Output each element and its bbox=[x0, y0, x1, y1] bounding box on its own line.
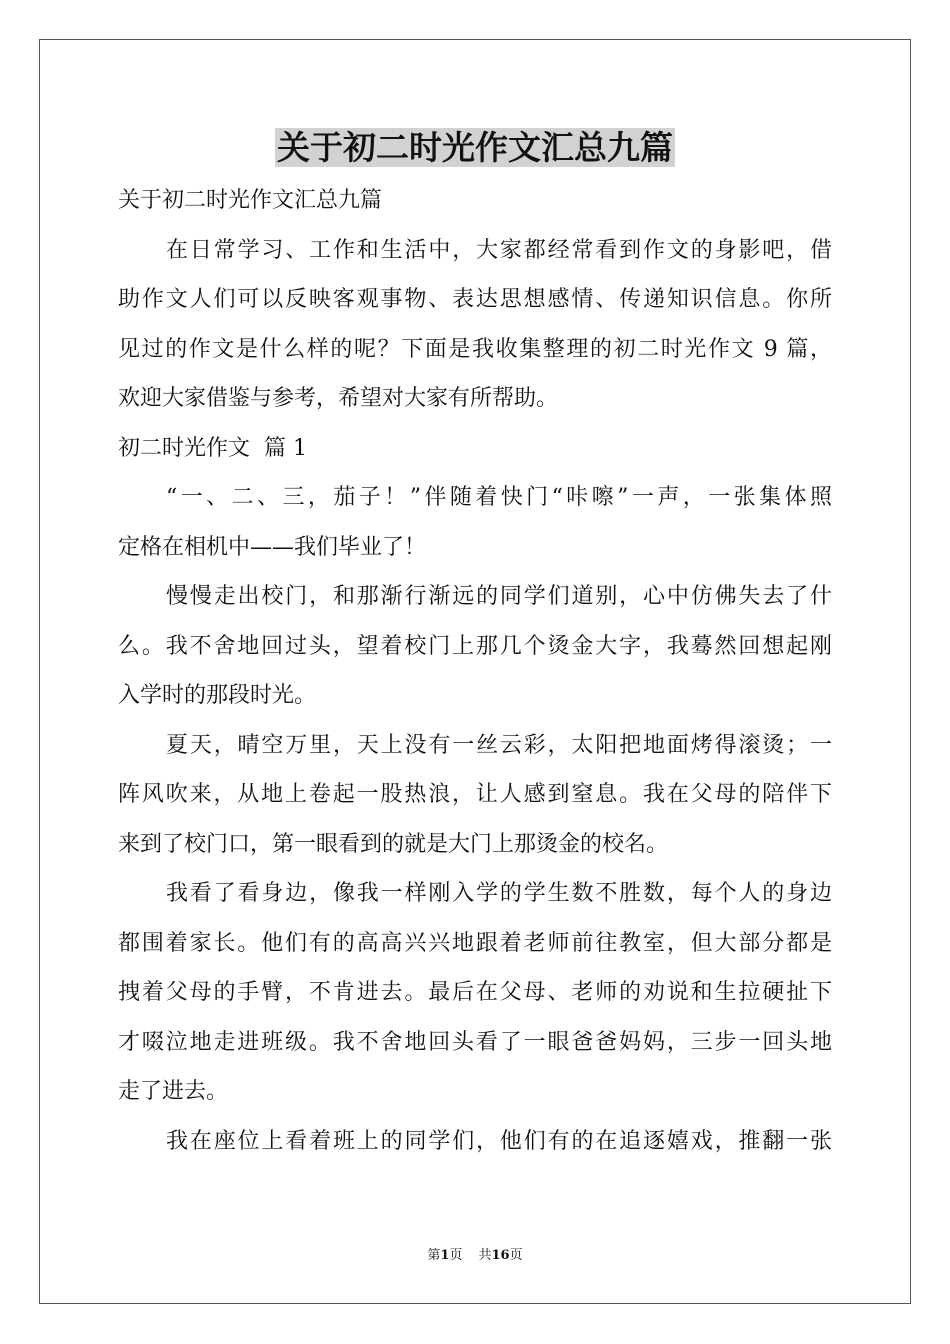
paragraph-line: 我看了看身边，像我一样刚入学的学生数不胜数，每个人的身边 bbox=[166, 881, 832, 906]
paragraph-line: 欢迎大家借鉴与参考，希望对大家有所帮助。 bbox=[118, 386, 559, 411]
paragraph-line: 来到了校门口，第一眼看到的就是大门上那烫金的校名。 bbox=[118, 831, 669, 857]
total-prefix: 共 bbox=[478, 1248, 492, 1263]
paragraph-line: 都围着家长。他们有的高高兴兴地跟着老师前往教室，但大部分都是 bbox=[118, 930, 832, 956]
paragraph-line: 阵风吹来，从地上卷起一股热浪，让人感到窒息。我在父母的陪伴下 bbox=[118, 782, 832, 807]
paragraph-line: 我在座位上看着班上的同学们，他们有的在追逐嬉戏，推翻一张 bbox=[166, 1128, 832, 1154]
paragraph-line: 在日常学习、工作和生活中，大家都经常看到作文的身影吧，借 bbox=[166, 237, 832, 263]
page-prefix: 第 bbox=[427, 1248, 441, 1263]
current-page-number: 1 bbox=[440, 1248, 450, 1263]
paragraph-line: 见过的作文是什么样的呢？下面是我收集整理的初二时光作文 9 篇， bbox=[118, 336, 832, 362]
paragraph-line: 才啜泣地走进班级。我不舍地回头看了一眼爸爸妈妈，三步一回头地 bbox=[118, 1029, 832, 1055]
paragraph-line: 慢慢走出校门，和那渐行渐远的同学们道别，心中仿佛失去了什 bbox=[166, 584, 832, 609]
document-title-text: 关于初二时光作文汇总九篇 bbox=[277, 128, 673, 167]
paragraph-line: 入学时的那段时光。 bbox=[118, 683, 317, 708]
paragraph-line: 夏天，晴空万里，天上没有一丝云彩，太阳把地面烤得滚烫；一 bbox=[166, 732, 832, 758]
section-heading: 初二时光作文 篇 1 bbox=[118, 435, 307, 461]
total-unit: 页 bbox=[509, 1248, 523, 1263]
subtitle-line: 关于初二时光作文汇总九篇 bbox=[118, 188, 383, 213]
document-body bbox=[118, 176, 832, 1166]
page-unit: 页 bbox=[449, 1248, 463, 1263]
paragraph-line: 拽着父母的手臂，不肯进去。最后在父母、老师的劝说和生拉硬扯下 bbox=[118, 980, 832, 1005]
paragraph-line: 么。我不舍地回过头，望着校门上那几个烫金大字，我蓦然回想起刚 bbox=[118, 633, 832, 659]
document-title bbox=[0, 127, 950, 169]
paragraph-line: 定格在相机中——我们毕业了！ bbox=[118, 534, 427, 560]
paragraph-line: 走了进去。 bbox=[118, 1079, 229, 1104]
total-page-count: 16 bbox=[491, 1248, 510, 1263]
page-footer bbox=[0, 1247, 950, 1265]
paragraph-line: 助作文人们可以反映客观事物、表达思想感情、传递知识信息。你所 bbox=[118, 287, 832, 312]
paragraph-line: “一、二、三，茄子！”伴随着快门“咔嚓”一声，一张集体照 bbox=[166, 485, 832, 510]
